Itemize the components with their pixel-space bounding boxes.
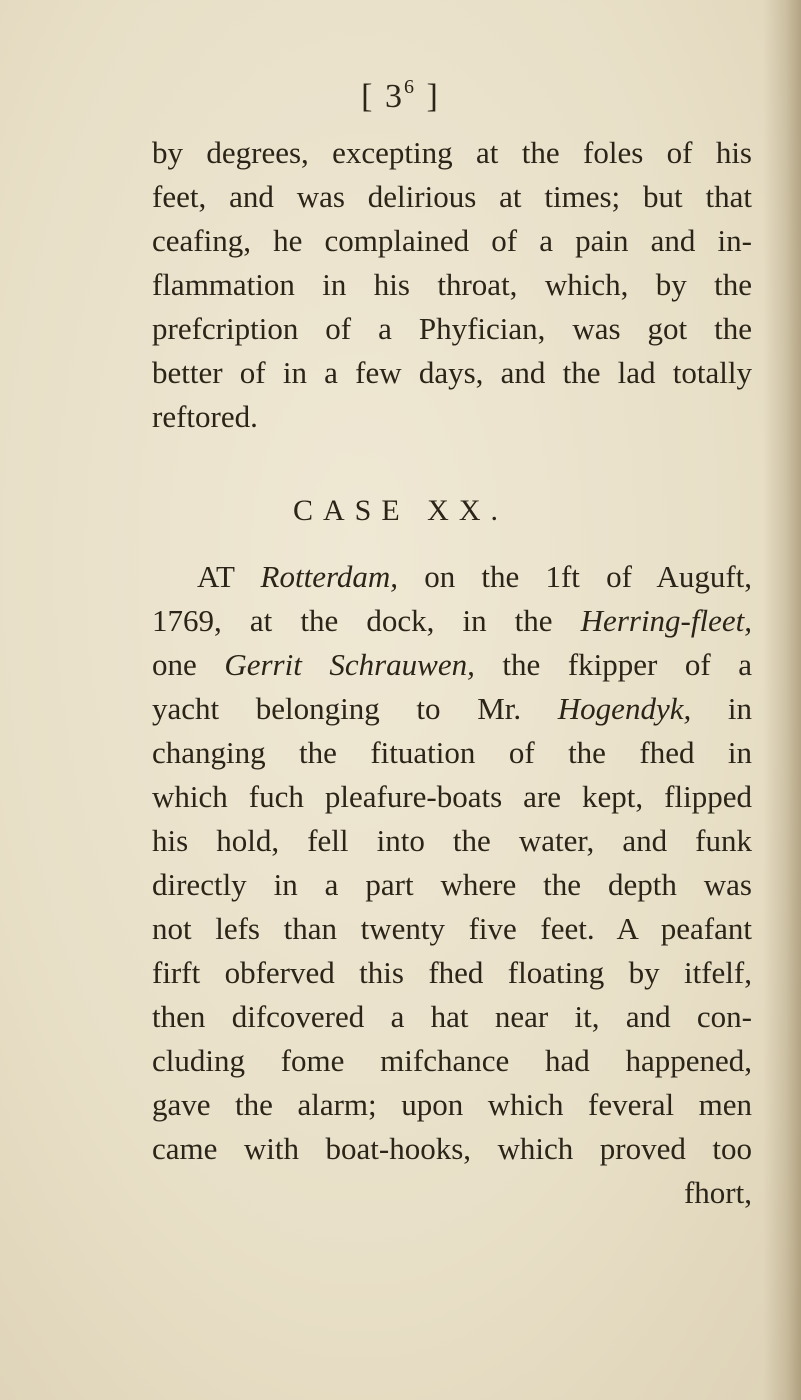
text-line: AT Rotterdam, on the 1ft of Auguft, — [197, 559, 752, 594]
text-line: one Gerrit Schrauwen, the fkipper of a — [152, 647, 753, 682]
text-line: reftored. — [152, 399, 258, 434]
text-line: directly in a part where the depth was — [152, 867, 752, 902]
text-line: ceafing, he complained of a pain and in- — [152, 223, 752, 258]
text-line: came with boat-hooks, which proved too — [152, 1131, 752, 1166]
text-line: by degrees, excepting at the foles of his — [152, 135, 752, 170]
case-heading: CASE XX. — [292, 494, 508, 527]
text-line: feet, and was delirious at times; but that — [152, 179, 752, 214]
page-edge-shadow — [763, 0, 801, 1400]
text-line: yacht belonging to Mr. Hogendyk, in — [152, 691, 752, 726]
text-line: his hold, fell into the water, and funk — [152, 823, 752, 858]
catchword: fhort, — [683, 1175, 752, 1210]
text-line: 1769, at the dock, in the Herring-fleet, — [152, 603, 752, 638]
text-line: changing the fituation of the fhed in — [152, 735, 752, 770]
text-line: gave the alarm; upon which feveral men — [152, 1087, 752, 1122]
text-line: flammation in his throat, which, by the — [152, 267, 752, 302]
text-line: firft obferved this fhed floating by itfelf, — [152, 955, 752, 990]
text-line: then difcovered a hat near it, and con- — [152, 999, 752, 1034]
text-line: not lefs than twenty five feet. A peafant — [152, 911, 752, 946]
text-line: which fuch pleafure-boats are kept, flipped — [152, 779, 752, 814]
page-number-header: [ $3^6$ ] — [361, 76, 440, 115]
text-line: prefcription of a Phyfician, was got the — [152, 311, 752, 346]
text-line: cluding fome mifchance had happened, — [152, 1043, 752, 1078]
text-line: better of in a few days, and the lad totally — [152, 355, 752, 390]
